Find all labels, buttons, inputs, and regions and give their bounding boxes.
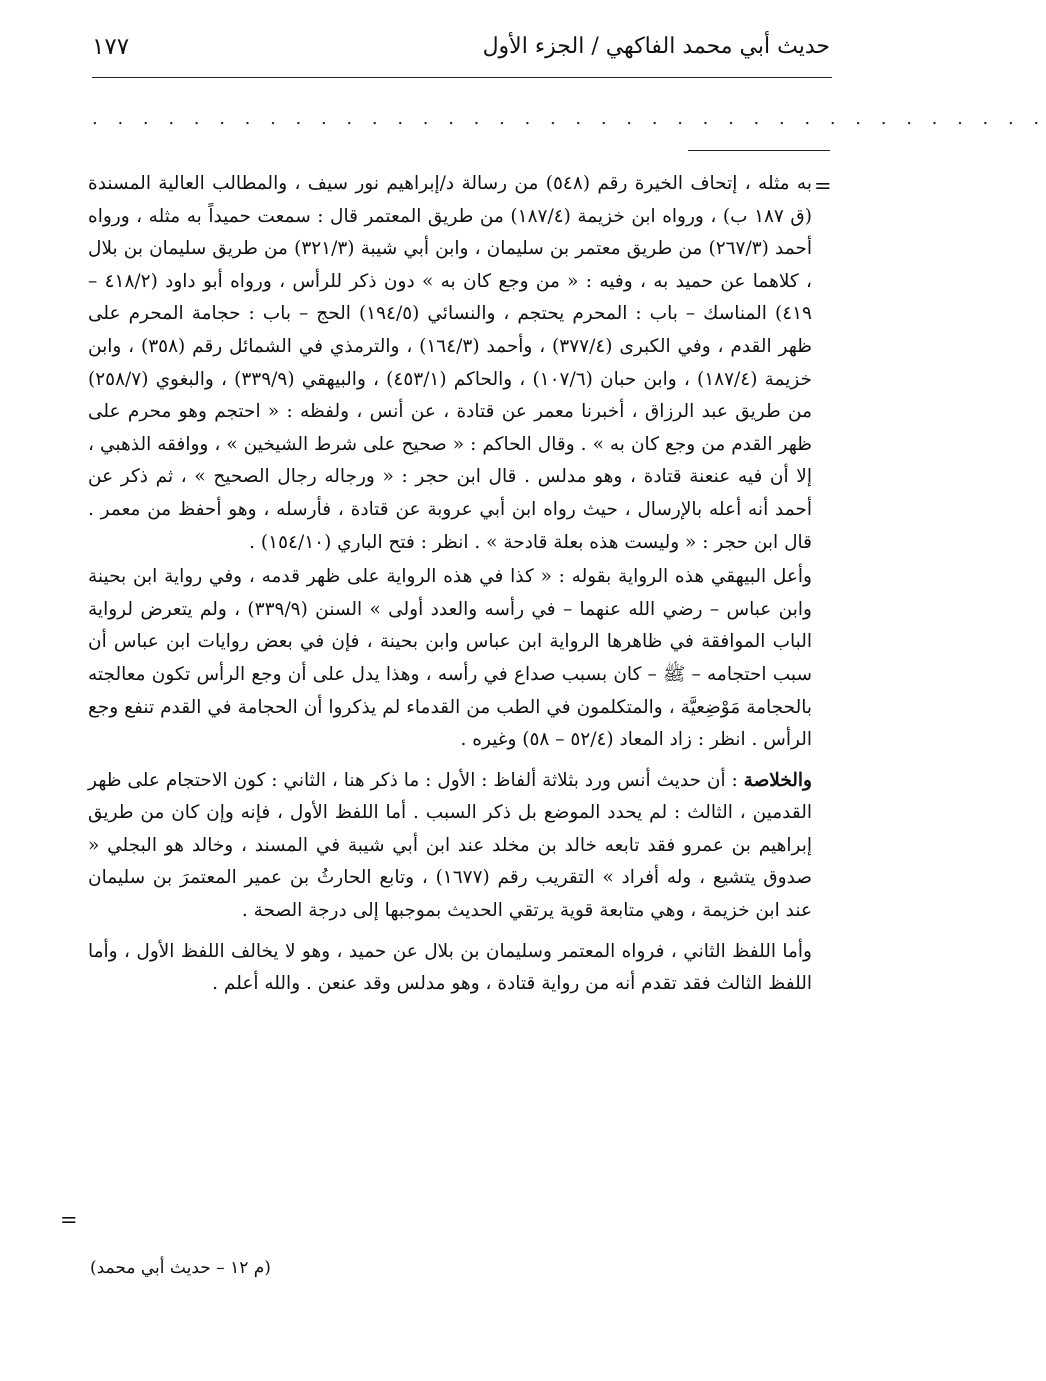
footnote-paragraph-3 [88, 765, 812, 928]
page-number: ١٧٧ [92, 34, 130, 60]
footnote-separator-rule [688, 150, 830, 151]
footnote-paragraph-1: به مثله ، إتحاف الخيرة رقم (٥٤٨) من رسالة د/إبراهيم نور سيف ، والمطالب العالية المسندة (ق ١٨٧ ب) ، ورواه ابن خزيمة (١٨٧/٤) من طريق المعتمر قال : سمعت حميداً به مثله ، ورواه أحمد (٢٦٧/٣) من طريق معتمر بن سليمان ، وابن أبي شيبة (٣٢١/٣) من طريق سليمان بن بلال ، كلاهما عن حميد به ، وفيه : « من وجع كان به » دون ذكر للرأس ، ورواه أبو داود (٤١٨/٢ – ٤١٩) المناسك – باب : المحرم يحتجم ، والنسائي (١٩٤/٥) الحج – باب : حجامة المحرم على ظهر القدم ، وفي الكبرى (٣٧٧/٤) ، وأحمد (١٦٤/٣) ، والترمذي في الشمائل رقم (٣٥٨) ، وابن خزيمة (١٨٧/٤) ، وابن حبان (١٠٧/٦) ، والحاكم (٤٥٣/١) ، والبيهقي (٣٣٩/٩) ، والبغوي (٢٥٨/٧) من طريق عبد الرزاق ، أخبرنا معمر عن قتادة ، عن أنس ، ولفظه : « احتجم وهو محرم على ظهر القدم من وجع كان به » . وقال الحاكم : « صحيح على شرط الشيخين » ، ووافقه الذهبي ، إلا أن فيه عنعنة قتادة ، وهو مدلس . قال ابن حجر : « ورجاله رجال الصحيح » ، ثم ذكر عن أحمد أنه أعله بالإرسال ، حيث رواه ابن أبي عروبة عن قتادة ، فأرسله ، وهو أحفظ من معمر . قال ابن حجر : « وليست هذه بعلة قادحة » . انظر : فتح الباري (١٥٤/١٠) . [88, 173, 813, 553]
running-title: حديث أبي محمد الفاكهي / الجزء الأول [482, 34, 830, 59]
signature-mark: (م ١٢ – حديث أبي محمد) [90, 1258, 271, 1278]
footnote-paragraph-4: وأما اللفظ الثاني ، فرواه المعتمر وسليمان بن بلال عن حميد ، وهو لا يخالف اللفظ الأول ، وأما اللفظ الثالث فقد تقدم أنه من رواية قتادة ، وهو مدلس وقد عنعن . والله أعلم . [88, 940, 812, 995]
continuation-end-mark: = [60, 1208, 78, 1232]
summary-heading: والخلاصة [743, 769, 812, 791]
continuation-mark: = [814, 174, 832, 198]
footnotes-block [88, 168, 812, 1009]
omitted-text-dots: . . . . . . . . . . . . . . . . . . . . . . . . . . . . . . . . . . . . . . [92, 108, 1046, 129]
page-header [92, 30, 830, 76]
summary-text: : أن حديث أنس ورد بثلاثة ألفاظ : الأول : ما ذكر هنا ، الثاني : كون الاحتجام على ظهر القدمين ، الثالث : لم يحدد الموضع بل ذكر السبب . أما اللفظ الأول ، فإنه وإن كان من طريق إبراهيم بن عمرو فقد تابعه خالد بن مخلد عند ابن أبي شيبة في المسند ، وخالد هو البجلي « صدوق يتشيع ، وله أفراد » التقريب رقم (١٦٧٧) ، وتابع الحارثُ بن عمير المعتمرَ بن سليمان عند ابن خزيمة ، وهي متابعة قوية يرتقي الحديث بموجبها إلى درجة الصحة . [88, 769, 812, 922]
header-rule [92, 77, 832, 78]
footnote-paragraph-2: وأعل البيهقي هذه الرواية بقوله : « كذا في هذه الرواية على ظهر قدمه ، وفي رواية ابن بحينة وابن عباس – رضي الله عنهما – في رأسه والعدد أولى » السنن (٣٣٩/٩) ، ولم يتعرض لرواية الباب الموافقة في ظاهرها الرواية ابن عباس وابن بحينة ، فإن في بعض روايات ابن عباس أن سبب احتجامه – ﷺ – كان بسبب صداع في رأسه ، وهذا يدل على أن وجع الرأس تكون معالجته بالحجامة مَوْضِعيَّة ، والمتكلمون في الطب من القدماء لم يذكروا أن الحجامة في القدم تنفع وجع الرأس . انظر : زاد المعاد (٥٢/٤ – ٥٨) وغيره . [88, 566, 812, 751]
